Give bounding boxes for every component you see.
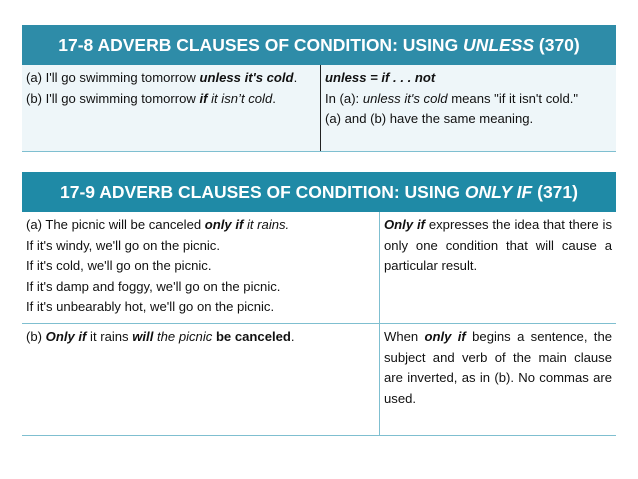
example-b: (b) I'll go swimming tomorrow if it isn’t cold. — [26, 90, 276, 106]
only-if-table-title: 17-9 ADVERB CLAUSES OF CONDITION: USING ONLY IF (371) — [22, 172, 616, 212]
only-if-table — [22, 172, 616, 436]
only-if-examples-cell — [22, 212, 379, 323]
example-line: If it's damp and foggy, we'll go on the picnic. — [26, 278, 281, 294]
unless-explanation-cell — [320, 65, 616, 151]
same-meaning-note: (a) and (b) have the same meaning. — [325, 111, 534, 127]
only-if-inverted-example-cell: (b) Only if it rains will the picnic be canceled. — [26, 329, 295, 344]
example-line: If it's cold, we'll go on the picnic. — [26, 258, 212, 274]
example-line: If it's unbearably hot, we'll go on the picnic. — [26, 299, 275, 315]
example-line: If it's windy, we'll go on the picnic. — [26, 237, 220, 253]
unless-table-title: 17-8 ADVERB CLAUSES OF CONDITION: USING UNLESS (370) — [22, 25, 616, 65]
only-if-row-b — [22, 324, 616, 436]
example-a: (a) I'll go swimming tomorrow unless it's cold. — [26, 70, 298, 85]
example-a: (a) The picnic will be canceled only if it rains. — [26, 217, 290, 232]
unless-examples-cell — [22, 65, 320, 151]
only-if-row-a — [22, 212, 616, 324]
unless-table — [22, 25, 616, 152]
unless-table-row — [22, 65, 616, 152]
unless-formula: unless = if . . . not — [325, 70, 436, 85]
only-if-explanation-cell: Only if expresses the idea that there is only one condition that will cause a particular result. — [379, 212, 616, 323]
unless-note: In (a): unless it's cold means "if it isn't cold." — [325, 90, 579, 106]
inversion-explanation-cell: When only if begins a sentence, the subject and verb of the main clause are inverted, as in (b). No commas are used. — [379, 324, 616, 435]
